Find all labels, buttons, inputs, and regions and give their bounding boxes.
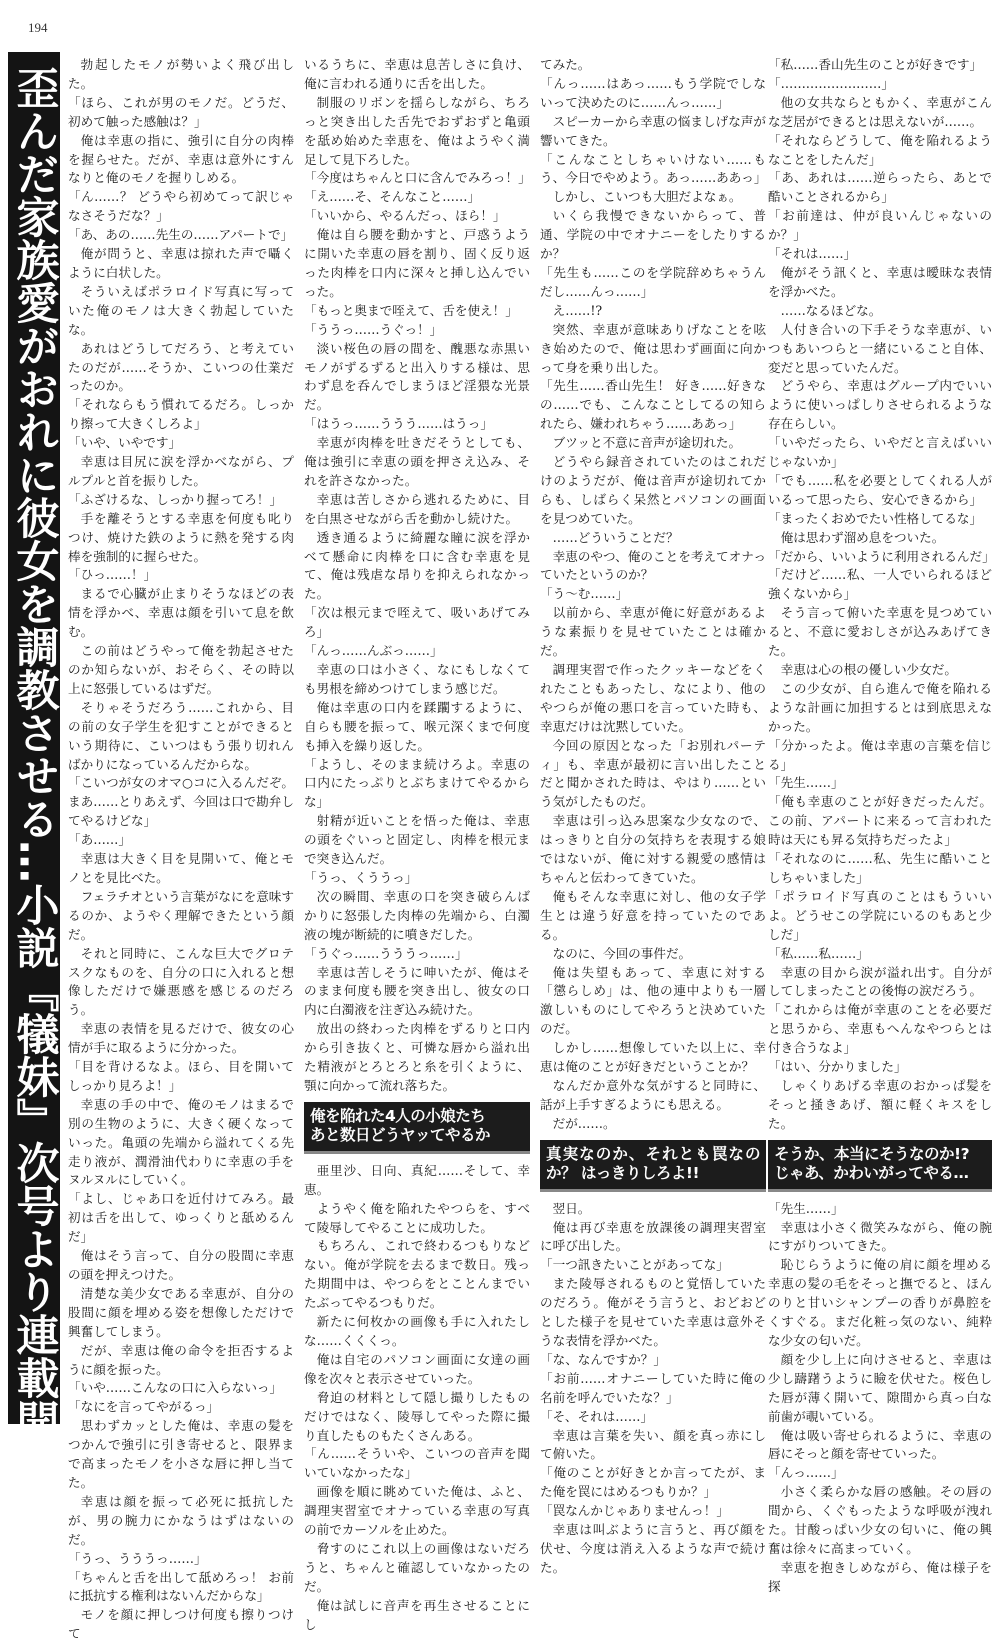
dialogue-line: 「まったくおめでたい性格してるな」 bbox=[768, 510, 983, 526]
dialogue-line: 「あ、あの……先生の……アパートで」 bbox=[68, 227, 294, 243]
paragraph: 手を離そうとする幸恵を何度も叱りつけ、焼けた鉄のように熱を発する肉棒を強制的に握らせた。 bbox=[68, 510, 294, 564]
paragraph: 幸恵は苦しそうに呻いたが、俺はそのまま何度も腰を突き出し、彼女の口内に白濁液を注ぎ込み続けた。 bbox=[304, 964, 530, 1018]
dialogue-line: 「先生……香山先生！ 好き……好きなの……でも、こんなことしてるの知られたら、嫌われちゃう……ああっ」 bbox=[540, 378, 766, 432]
dialogue-line: 「んっ……」 bbox=[768, 1465, 844, 1481]
dialogue-line: 「先生も……このを学院辞めちゃうんだし……んっ……」 bbox=[540, 264, 766, 299]
dialogue-line: 「それは……」 bbox=[768, 246, 857, 262]
paragraph: ……どういうことだ？ bbox=[552, 529, 679, 545]
paragraph: 透き通るように綺麗な瞳に涙を浮かべて懸命に肉棒を口に含む幸恵を見て、俺は残虐な昂りを抑えられなかった。 bbox=[304, 529, 530, 602]
paragraph: 脅すのにこれ以上の画像はないだろうと、ちゃんと確認していなかったのだ。 bbox=[304, 1540, 530, 1594]
paragraph: 幸恵は目尻に涙を浮かべながら、プルプルと首を振りした。 bbox=[68, 454, 294, 488]
paragraph: スピーカーから幸恵の悩ましげな声が響いてきた。 bbox=[540, 113, 766, 148]
text-column-4 bbox=[768, 56, 995, 1594]
paragraph: 今回の原因となった「お別れパーティ」も、幸恵が最初に言い出したことだと聞かされた時は、やはり……という気がしたものだ。 bbox=[540, 737, 766, 810]
paragraph: あれはどうしてだろう、と考えていたのだが……そうか、こいつの仕業だったのか。 bbox=[68, 340, 294, 394]
dialogue-line: 「それなのに……私、先生に酷いことしちゃいました」 bbox=[768, 851, 992, 885]
dialogue-line: 「な、なんですか？」 bbox=[540, 1351, 666, 1367]
dialogue-line: 「こいつが女のオマ○コに入るんだぞ。まあ……とりあえず、今回は口で勘弁してやるけどな」 bbox=[68, 775, 294, 829]
dialogue-line: 「そ、それは……」 bbox=[540, 1408, 654, 1424]
paragraph: そういえばポラロイド写真に写っていた俺のモノは大きく勃起していたな。 bbox=[68, 283, 294, 337]
paragraph: 幸恵を抱きしめながら、俺は様子を探 bbox=[768, 1559, 992, 1594]
paragraph: 脅迫の材料として隠し撮りしたものだけではなく、陵辱してやった際に撮り直したものもたくさんある。 bbox=[304, 1389, 530, 1443]
dialogue-line: 「お前達は、仲が良いんじゃないのか？」 bbox=[768, 208, 992, 243]
side-title: 歪んだ家族愛がおれに彼女を調教させる…小説『犠妹』次号より連載開始!! bbox=[9, 66, 60, 1525]
dialogue-line: 「うぐっ……うううっ……」 bbox=[304, 945, 468, 961]
paragraph: しかし、こいつも大胆だよなぁ。 bbox=[552, 189, 742, 205]
paragraph: 幸恵の目から涙が溢れ出す。自分がしてしまったことの後悔の涙だろう。 bbox=[768, 964, 992, 999]
paragraph: この前はどうやって俺を勃起させたのか知らないが、おそらく、その時以上に怒張しているはずだ。 bbox=[68, 643, 294, 696]
paragraph: 他の女共ならともかく、幸恵がこんな芝居ができるとは思えないが……。 bbox=[768, 94, 992, 129]
dialogue-line: 「でも……私を必要としてくれる人がいるって思ったら、安心できるから」 bbox=[768, 472, 992, 507]
paragraph: 清楚な美少女である幸恵が、自分の股間に顔を埋める姿を想像しただけで興奮してしまう。 bbox=[68, 1285, 294, 1339]
paragraph: 突然、幸恵が意味ありげなことを呟き始めたので、俺は思わず画面に向かって身を乗り出した。 bbox=[540, 321, 766, 375]
paragraph: 以前から、幸恵が俺に好意があるような素振りを見せていたことは確かだ。 bbox=[540, 605, 766, 659]
dialogue-line: 「お前……オナニーしていた時に俺の名前を呼んでいたな？」 bbox=[540, 1370, 766, 1405]
paragraph: 俺は失望もあって、幸恵に対する「懲らしめ」は、他の連中よりも一層激しいものにしてやろうと決めていたのだ。 bbox=[540, 964, 766, 1037]
dialogue-line: 「もっと奥まで咥えて、舌を使え！」 bbox=[304, 302, 518, 318]
dialogue-line: 「う～む……」 bbox=[540, 586, 629, 602]
paragraph: 新たに何枚かの画像も手に入れたしな……くくくっ。 bbox=[304, 1314, 530, 1348]
dialogue-line: 「いやだったら、いやだと言えばいいじゃないか」 bbox=[768, 435, 992, 470]
paragraph: 俺は自宅のパソコン画面に女達の画像を次々と表示させていった。 bbox=[304, 1351, 530, 1386]
dialogue-line: 「ん……そういや、こいつの音声を聞いていなかったな」 bbox=[304, 1446, 530, 1481]
section-heading: 俺を陥れた4人の小娘たち あと数日どうヤッてやるか bbox=[304, 1102, 530, 1154]
paragraph: 次の瞬間、幸恵の口を突き破らんばかりに怒張した肉棒の先端から、白濁液の塊が断続的に噴きだした。 bbox=[304, 888, 530, 942]
paragraph: ブツッと不意に音声が途切れた。 bbox=[552, 435, 742, 451]
paragraph: この少女が、自ら進んで俺を陥れるような計画に加担するとは到底思えなかった。 bbox=[768, 680, 992, 734]
dialogue-line: 「目を背けるなよ。ほら、目を開いてしっかり見ろよ！」 bbox=[68, 1059, 294, 1093]
paragraph: だが、幸恵は俺の命令を拒否するように顔を振った。 bbox=[68, 1342, 294, 1377]
paragraph: それと同時に、こんな巨大でグロテスクなものを、自分の口に入れると想像しただけで嫌悪感を感じるのだろう。 bbox=[68, 945, 294, 1018]
paragraph: モノを顔に押しつけ何度も擦りつけて bbox=[68, 1607, 294, 1642]
paragraph: なんだか意外な気がすると同時に、話が上手すぎるようにも思える。 bbox=[540, 1077, 766, 1112]
paragraph: フェラチオという言葉がなにを意味するのか、ようやく理解できたという顔だ。 bbox=[68, 888, 294, 942]
paragraph: 幸恵は苦しさから逃れるために、目を白黒させながら舌を動かし続けた。 bbox=[304, 491, 530, 526]
paragraph: また陵辱されるものと覚悟していたのだろう。俺がそう言うと、おどおどとした様子を見せていた幸恵は意外そうな表情を浮かべた。 bbox=[540, 1276, 766, 1348]
dialogue-line: いるうちに、幸恵は息苦しさに負け、俺に言われる通りに舌を出した。 bbox=[304, 57, 530, 91]
paragraph: 調理実習で作ったクッキーなどをくれたこともあったし、なにより、他のやつらが俺の悪口を言っていた時も、幸恵だけは沈黙していた。 bbox=[540, 662, 766, 734]
text-column-3 bbox=[540, 56, 767, 1575]
dialogue-line: 「はい、分かりました」 bbox=[768, 1059, 907, 1075]
paragraph: 俺がそう訊くと、幸恵は曖昧な表情を浮かべた。 bbox=[768, 264, 992, 299]
paragraph: しゃくりあげる幸恵のおかっぱ髪をそっと掻きあげ、額に軽くキスをした。 bbox=[768, 1077, 992, 1131]
dialogue-line: 「ん……？ どうやら初めてって訳じゃなさそうだな？」 bbox=[68, 189, 294, 224]
section-heading: 真実なのか、それとも罠なのか？ はっきりしろよ!! bbox=[540, 1140, 766, 1192]
dialogue-line: 「俺のことが好きとか言ってたが、また俺を罠にはめるつもりか？」 bbox=[540, 1465, 766, 1500]
paragraph: そう言って俯いた幸恵を見つめていると、不意に愛おしさが込みあげてきた。 bbox=[768, 605, 992, 659]
paragraph: 俺は試しに音声を再生させることにし bbox=[304, 1597, 530, 1632]
dialogue-line: 「先生……」 bbox=[768, 775, 844, 791]
paragraph: いくら我慢できないからって、普通、学院の中でオナニーをしたりするか？ bbox=[540, 208, 766, 262]
dialogue-line: 「よし、じゃあ口を近付けてみろ。最初は舌を出して、ゆっくりと舐めるんだ」 bbox=[68, 1191, 294, 1245]
dialogue-line: てみた。 bbox=[540, 57, 591, 72]
paragraph: 俺はそう言って、自分の股間に幸恵の頭を押えつけた。 bbox=[68, 1248, 294, 1282]
side-title-banner bbox=[8, 52, 60, 1525]
dialogue-line: 「いいから、やるんだっ、ほら！」 bbox=[304, 208, 506, 224]
dialogue-line: 「罠なんかじゃありませんっ！」 bbox=[540, 1503, 729, 1519]
paragraph: 淡い桜色の唇の間を、醜悪な赤黒いモノがずるずると出入りする様は、思わず息を呑んでしまうほど淫猥な光景だ。 bbox=[304, 340, 530, 413]
dialogue-line: 「なにを言ってやがるっ」 bbox=[68, 1399, 220, 1415]
paragraph: 幸恵は心の根の優しい少女だ。 bbox=[780, 662, 957, 677]
paragraph: 幸恵は引っ込み思案な少女なので、はっきりと自分の気持ちを表現する娘ではないが、俺に対する親愛の感情はちゃんと伝わってきていた。 bbox=[540, 813, 766, 885]
dialogue-line: 「ちゃんと舌を出して舐めろっ！ お前に抵抗する権利はないんだからな」 bbox=[68, 1569, 294, 1604]
paragraph: まるで心臓が止まりそうなほどの表情を浮かべ、幸恵は顔を引いて息を飲む。 bbox=[68, 586, 294, 640]
section-heading: そうか、本当にそうなのか!? じゃあ、かわいがってやる… bbox=[768, 1140, 992, 1192]
paragraph: 幸恵のやつ、俺のことを考えてオナっていたというのか？ bbox=[540, 548, 766, 583]
dialogue-line: 「先生……」 bbox=[768, 1200, 844, 1216]
text-column-2 bbox=[304, 56, 531, 1632]
dialogue-line: 「あ、あれは……逆らったら、あとで酷いことされるから」 bbox=[768, 170, 992, 205]
paragraph: ようやく俺を陥れたやつらを、すべて陵辱してやることに成功した。 bbox=[304, 1200, 530, 1235]
dialogue-line: 「それならもう慣れてるだろ。しっかり擦って大きくしろよ」 bbox=[68, 397, 294, 432]
dialogue-line: 「私……私……」 bbox=[768, 945, 869, 961]
dialogue-line: 「ううっ……うぐっ！」 bbox=[304, 321, 443, 337]
dialogue-line: 「んっ……はあっ……もう学院でしないって決めたのに……んっ……」 bbox=[540, 75, 766, 110]
dialogue-line: 「うっ、うううっ……」 bbox=[68, 1550, 207, 1566]
dialogue-line: 「いや……こんなの口に入らないっ」 bbox=[68, 1380, 283, 1396]
paragraph: 幸恵は大きく目を見開いて、俺とモノとを見比べた。 bbox=[68, 851, 294, 885]
paragraph: 俺は幸恵の口内を蹂躙するように、自らも腰を振って、喉元深くまで何度も挿入を繰り返した。 bbox=[304, 699, 530, 753]
paragraph: 俺もそんな幸恵に対し、他の女子学生とは違う好意を持っていたのである。 bbox=[540, 888, 766, 942]
paragraph: 俺は幸恵の指に、強引に自分の肉棒を握らせた。だが、幸恵は意外にすんなりと俺のモノを握りしめる。 bbox=[68, 132, 294, 186]
paragraph: 俺が問うと、幸恵は掠れた声で囁くように白状した。 bbox=[68, 246, 294, 280]
paragraph: どうやら録音されていたのはこれだけのようだが、俺は音声が途切れてからも、しばらく呆然とパソコンの画面を見つめていた。 bbox=[540, 454, 766, 526]
paragraph: 画像を順に眺めていた俺は、ふと、調理実習室でオナっている幸恵の写真の前でカーソルを止めた。 bbox=[304, 1484, 530, 1538]
dialogue-line: 「はうっ……ううう……はうっ」 bbox=[304, 416, 493, 432]
page-number: 194 bbox=[28, 20, 48, 35]
paragraph: 幸恵は小さく微笑みながら、俺の腕にすがりついてきた。 bbox=[768, 1219, 992, 1254]
dialogue-line: 「今度はちゃんと口に含んでみろっ！」 bbox=[304, 170, 531, 186]
paragraph: 幸恵が肉棒を吐きだそうとしても、俺は強引に幸恵の頭を押さえ込み、それを許さなかった。 bbox=[304, 435, 530, 488]
dialogue-line: 「……………………」 bbox=[768, 75, 894, 91]
paragraph: なのに、今回の事件だ。 bbox=[552, 945, 692, 961]
paragraph: 幸恵は言葉を失い、顔を真っ赤にして俯いた。 bbox=[540, 1427, 766, 1462]
paragraph: もちろん、これで終わるつもりなどない。俺が学院を去るまで数日。残った期間中は、やつらをとことんまでいたぶってやるつもりだ。 bbox=[304, 1238, 530, 1311]
paragraph: だが……。 bbox=[552, 1115, 616, 1131]
paragraph: 人付き合いの下手そうな幸恵が、いつもあいつらと一緒にいること自体、変だと思っていたんだ。 bbox=[768, 321, 992, 375]
paragraph: 幸恵は叫ぶように言うと、再び顔を伏せ、今度は消え入るような声で続けた。 bbox=[540, 1522, 766, 1575]
dialogue-line: 「ふざけるな、しっかり握ってろ！」 bbox=[68, 491, 283, 507]
paragraph: 幸恵は顔を振って必死に抵抗したが、男の腕力にかなうはずはないのだ。 bbox=[68, 1493, 294, 1547]
dialogue-line: 「え……そ、そんなこと……」 bbox=[304, 189, 481, 205]
dialogue-line: 「私……香山先生のことが好きです」 bbox=[768, 57, 983, 72]
paragraph: 俺は再び幸恵を放課後の調理実習室に呼び出した。 bbox=[540, 1219, 766, 1254]
dialogue-line: 「俺も幸恵のことが好きだったんだ。この前、アパートに来るって言われた時は天にも昇る気持ちだったよ」 bbox=[768, 794, 992, 848]
paragraph: 顔を少し上に向けさせると、幸恵は少し躊躇うように瞼を伏せた。桜色した唇が薄く開いて、隙間から真っ白な前歯が覗いている。 bbox=[768, 1351, 992, 1424]
paragraph: そりゃそうだろう……これから、目の前の女子学生を犯すことができるという期待に、こいつはもう張り切れんばかりになっているんだからな。 bbox=[68, 699, 294, 772]
dialogue-line: 「それならどうして、俺を陥れるようなことをしたんだ」 bbox=[768, 132, 992, 167]
dialogue-line: 「分かったよ。俺は幸恵の言葉を信じる」 bbox=[768, 737, 992, 772]
dialogue-line: 「だから、いいように利用されるんだ」 bbox=[768, 548, 995, 564]
paragraph: 恥じらうように俺の肩に顔を埋める幸恵の髪の毛をそっと撫でると、ほんのりと甘いシャンプーの香りが鼻腔をくすぐる。まだ化粧っ気のない、純粋な少女の匂いだ。 bbox=[768, 1257, 992, 1348]
dialogue-line: 「ようし、そのまま続けろよ。幸恵の口内にたっぷりとぶちまけてやるからな」 bbox=[304, 756, 530, 810]
dialogue-line: 「うっ、くううっ」 bbox=[304, 869, 418, 885]
paragraph: 幸恵の表情を見るだけで、彼女の心情が手に取るように分かった。 bbox=[68, 1021, 294, 1056]
dialogue-line: 「あ……」 bbox=[68, 832, 131, 848]
dialogue-line: 「こんなことしちゃいけない……もう、今日でやめよう。あっ……ああっ」 bbox=[540, 151, 767, 186]
dialogue-line: 「ポラロイド写真のことはもういいよ。どうせこの学院にいるのもあと少しだ」 bbox=[768, 888, 992, 942]
dialogue-line: 「一つ訊きたいことがあってな」 bbox=[540, 1257, 729, 1273]
paragraph: 俺は吸い寄せられるように、幸恵の唇にそっと顔を寄せていった。 bbox=[768, 1427, 992, 1462]
paragraph: 射精が近いことを悟った俺は、幸恵の頭をぐいっと固定し、肉棒を根元まで突き込んだ。 bbox=[304, 813, 530, 867]
paragraph: 亜里沙、日向、真紀……そして、幸恵。 bbox=[304, 1162, 530, 1197]
paragraph: ……なるほどな。 bbox=[780, 302, 882, 318]
paragraph: 幸恵の手の中で、俺のモノはまるで別の生物のように、大きく硬くなっていった。亀頭の先端から溢れてくる先走り液が、潤滑油代わりに幸恵の手をヌルヌルにしていく。 bbox=[68, 1096, 294, 1188]
paragraph: 小さく柔らかな唇の感触。その唇の間から、くぐもったような呼吸が洩れた。甘酸っぱい少女の匂いに、俺の興奮は徐々に高まっていく。 bbox=[768, 1484, 992, 1556]
paragraph: 勃起したモノが勢いよく飛び出した。 bbox=[68, 57, 294, 91]
paragraph: しかし……想像していた以上に、幸恵は俺のことが好きだということか？ bbox=[540, 1040, 766, 1075]
paragraph: どうやら、幸恵はグループ内でいいように使いっぱしりさせられるような存在らしい。 bbox=[768, 378, 992, 432]
dialogue-line: 「ひっ……！」 bbox=[68, 567, 157, 583]
dialogue-line: 「これからは俺が幸恵のことを必要だと思うから、幸恵もへんなやつらとは付き合うなよ」 bbox=[768, 1002, 992, 1056]
paragraph: 放出の終わった肉棒をずるりと口内から引き抜くと、可憐な唇から溢れ出た精液がとろとろと糸を引くように、顎に向かって流れ落ちた。 bbox=[304, 1021, 530, 1093]
paragraph: え……!? bbox=[552, 302, 603, 318]
paragraph: 制服のリボンを揺らしながら、ちろっと突き出した舌先でおずおずと亀頭を舐め始めた幸恵を、俺はようやく満足して見下ろした。 bbox=[304, 94, 530, 167]
dialogue-line: 「だけど……私、一人でいられるほど強くないから」 bbox=[768, 567, 992, 602]
paragraph: 俺は思わず溜め息をついた。 bbox=[780, 529, 945, 545]
paragraph: 思わずカッとした俺は、幸恵の髪をつかんで強引に引き寄せると、限界まで高まったモノを小さな唇に押し当てた。 bbox=[68, 1418, 294, 1490]
dialogue-line: 「んっ……んぶっ……」 bbox=[304, 643, 443, 659]
paragraph: 俺は自ら腰を動かすと、戸惑うように開いた幸恵の唇を割り、固く反り返った肉棒を口内に深々と挿し込んでいった。 bbox=[304, 227, 530, 299]
dialogue-line: 「次は根元まで咥えて、吸いあげてみろ」 bbox=[304, 605, 530, 640]
dialogue-line: 「いや、いやです」 bbox=[68, 435, 182, 451]
paragraph: 幸恵の口は小さく、なにもしなくても男根を締めつけてしまう感じだ。 bbox=[304, 662, 530, 696]
paragraph: 翌日。 bbox=[552, 1200, 591, 1216]
dialogue-line: 「ほら、これが男のモノだ。どうだ、初めて触った感触は？」 bbox=[68, 94, 294, 129]
text-column-1 bbox=[68, 56, 294, 1642]
